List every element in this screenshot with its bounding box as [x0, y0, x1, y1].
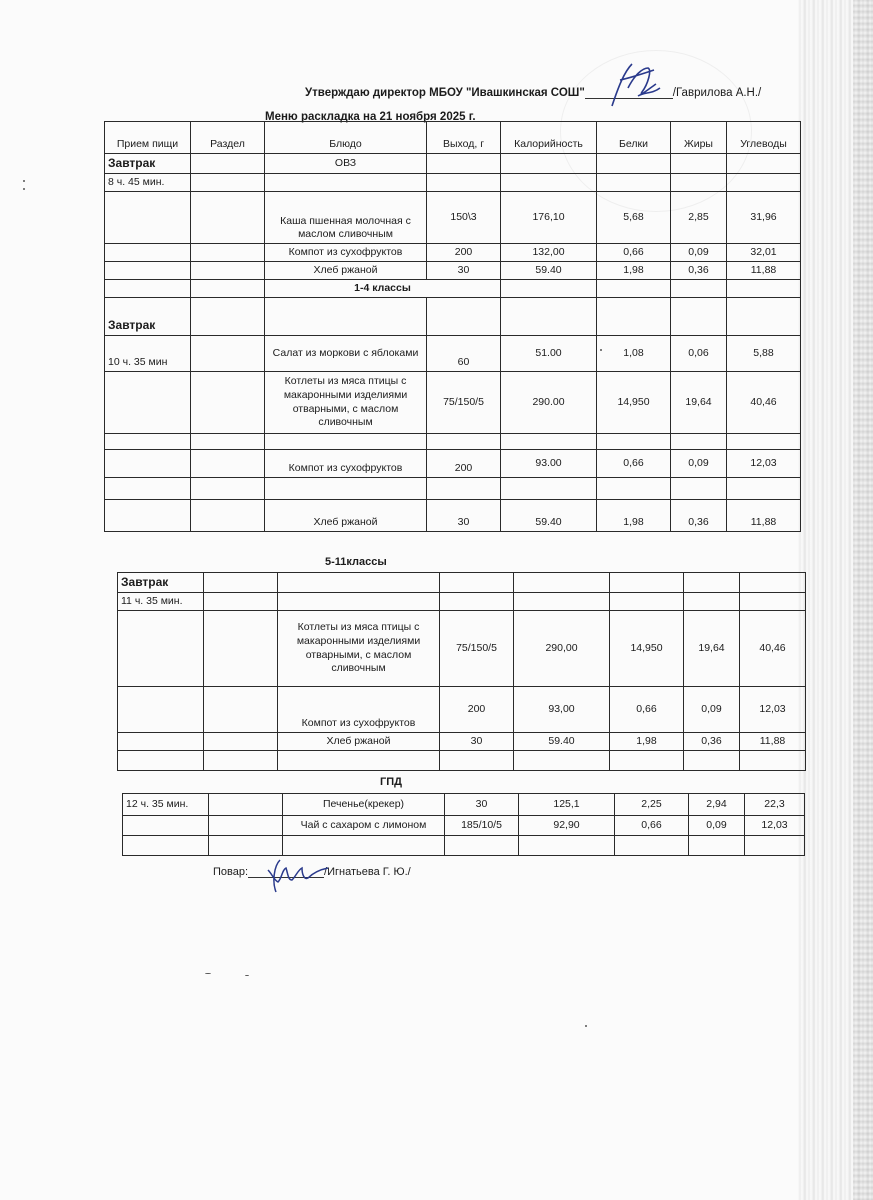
table-row	[105, 478, 801, 500]
menu-table-1	[104, 121, 801, 532]
dish-name: Компот из сухофруктов	[265, 244, 427, 262]
dish-output: 150\3	[427, 192, 501, 244]
meal-cell: Завтрак	[105, 298, 191, 336]
dish-name: Хлеб ржаной	[265, 262, 427, 280]
table-row	[105, 244, 801, 262]
time-cell: 8 ч. 45 мин.	[105, 174, 191, 192]
table-row	[105, 434, 801, 450]
dish-protein: 0,66	[597, 450, 671, 478]
table-row	[123, 816, 805, 836]
table-row	[118, 751, 806, 771]
dish-protein: 14,950	[610, 611, 684, 687]
dish-carbs: 32,01	[727, 244, 801, 262]
table-row	[105, 500, 801, 532]
approval-name: /Гаврилова А.Н./	[672, 87, 762, 99]
col-header-section: Раздел	[191, 122, 265, 154]
dish-calories: 290,00	[514, 611, 610, 687]
col-header-fat: Жиры	[671, 122, 727, 154]
table-row	[123, 794, 805, 816]
dish-fat: 0,09	[689, 816, 745, 836]
dish-name: Компот из сухофруктов	[278, 687, 440, 733]
dish-calories: 92,90	[519, 816, 615, 836]
scan-speck	[23, 180, 25, 182]
section-row	[105, 280, 801, 298]
table-row	[105, 262, 801, 280]
dish-calories: 132,00	[501, 244, 597, 262]
menu-title: Меню раскладка на 21 ноября 2025 г.	[265, 111, 476, 123]
col-header-carbs: Углеводы	[727, 122, 801, 154]
dish-protein: 2,25	[615, 794, 689, 816]
dish-carbs: 5,88	[727, 336, 801, 372]
dish-protein: 0,66	[610, 687, 684, 733]
dish-protein: 1,98	[610, 733, 684, 751]
dish-fat: 0,09	[671, 244, 727, 262]
col-header-dish: Блюдо	[265, 122, 427, 154]
dish-calories: 176,10	[501, 192, 597, 244]
scan-speck	[245, 975, 249, 976]
scan-speck	[205, 973, 211, 974]
section-title-gpd: ГПД	[380, 776, 402, 788]
dish-calories: 93.00	[501, 450, 597, 478]
dish-fat: 0,36	[684, 733, 740, 751]
table-row	[105, 154, 801, 174]
dish-fat: 0,36	[671, 500, 727, 532]
time-cell: 10 ч. 35 мин	[105, 336, 191, 372]
dish-output: 30	[445, 794, 519, 816]
dish-calories: 51.00	[501, 336, 597, 372]
time-cell: 12 ч. 35 мин.	[123, 794, 209, 816]
meal-cell: Завтрак	[118, 573, 204, 593]
dish-fat: 19,64	[671, 372, 727, 434]
dish-output: 200	[427, 244, 501, 262]
table-row	[118, 733, 806, 751]
table-row	[118, 593, 806, 611]
dish-fat: 0,06	[671, 336, 727, 372]
table-row	[123, 836, 805, 856]
col-header-protein: Белки	[597, 122, 671, 154]
table-row	[105, 192, 801, 244]
scan-speck	[585, 1025, 587, 1027]
dish-protein: 0,66	[615, 816, 689, 836]
dish-fat: 0,09	[671, 450, 727, 478]
table-row	[105, 298, 801, 336]
group-cell: ОВЗ	[265, 154, 427, 174]
cook-label: Повар:	[213, 866, 249, 878]
section-title-5-11: 5-11классы	[325, 556, 387, 568]
dish-fat: 2,85	[671, 192, 727, 244]
dish-name: Чай с сахаром с лимоном	[283, 816, 445, 836]
dish-output: 30	[440, 733, 514, 751]
cook-name: /Игнатьева Г. Ю./	[324, 866, 411, 878]
col-header-meal: Прием пищи	[105, 122, 191, 154]
table-row	[105, 174, 801, 192]
dish-output: 30	[427, 500, 501, 532]
dish-carbs: 12,03	[727, 450, 801, 478]
dish-protein: 1,98	[597, 262, 671, 280]
col-header-output: Выход, г	[427, 122, 501, 154]
time-cell: 11 ч. 35 мин.	[118, 593, 204, 611]
dish-protein: 0,66	[597, 244, 671, 262]
dish-name: Компот из сухофруктов	[265, 450, 427, 478]
dish-protein: 1,08	[597, 336, 671, 372]
dish-carbs: 12,03	[740, 687, 806, 733]
dish-calories: 59.40	[501, 500, 597, 532]
menu-table-2	[117, 572, 806, 771]
dish-fat: 2,94	[689, 794, 745, 816]
dish-protein: 1,98	[597, 500, 671, 532]
dish-carbs: 40,46	[740, 611, 806, 687]
cook-signature	[258, 852, 338, 896]
dish-name: Хлеб ржаной	[278, 733, 440, 751]
dish-protein: 14,950	[597, 372, 671, 434]
dish-calories: 59.40	[514, 733, 610, 751]
dish-calories: 93,00	[514, 687, 610, 733]
dish-output: 200	[440, 687, 514, 733]
dish-carbs: 12,03	[745, 816, 805, 836]
dish-calories: 125,1	[519, 794, 615, 816]
dish-calories: 59.40	[501, 262, 597, 280]
dish-name: Печенье(крекер)	[283, 794, 445, 816]
dish-fat: 0,36	[671, 262, 727, 280]
table-row	[105, 336, 801, 372]
dish-output: 200	[427, 450, 501, 478]
dish-protein: 5,68	[597, 192, 671, 244]
scan-speck	[600, 349, 602, 351]
menu-table-3	[122, 793, 805, 856]
director-signature	[598, 58, 668, 114]
dish-output: 185/10/5	[445, 816, 519, 836]
dish-name: Котлеты из мяса птицы с макаронными изделиями отварными, с маслом сливочным	[265, 372, 427, 434]
dish-calories: 290.00	[501, 372, 597, 434]
dish-output: 75/150/5	[427, 372, 501, 434]
dish-name: Котлеты из мяса птицы с макаронными изделиями отварными, с маслом сливочным	[278, 611, 440, 687]
table-row	[105, 450, 801, 478]
approval-text: Утверждаю директор МБОУ "Ивашкинская СОШ"	[305, 87, 585, 99]
dish-carbs: 22,3	[745, 794, 805, 816]
table-row	[118, 611, 806, 687]
col-header-calories: Калорийность	[501, 122, 597, 154]
table-row	[118, 687, 806, 733]
dish-carbs: 11,88	[727, 500, 801, 532]
dish-output: 75/150/5	[440, 611, 514, 687]
dish-fat: 19,64	[684, 611, 740, 687]
meal-cell: Завтрак	[105, 154, 191, 174]
dish-name: Салат из моркови с яблоками	[265, 336, 427, 372]
dish-name: Хлеб ржаной	[265, 500, 427, 532]
table-header-row	[105, 122, 801, 154]
table-row	[105, 372, 801, 434]
scan-speck	[23, 188, 25, 190]
dish-carbs: 11,88	[727, 262, 801, 280]
dish-fat: 0,09	[684, 687, 740, 733]
section-title: 1-4 классы	[265, 280, 501, 298]
scan-edge-noise	[853, 0, 873, 1200]
dish-output: 30	[427, 262, 501, 280]
dish-output: 60	[427, 336, 501, 372]
dish-carbs: 31,96	[727, 192, 801, 244]
dish-name: Каша пшенная молочная с маслом сливочным	[265, 192, 427, 244]
dish-carbs: 11,88	[740, 733, 806, 751]
table-row	[118, 573, 806, 593]
dish-carbs: 40,46	[727, 372, 801, 434]
